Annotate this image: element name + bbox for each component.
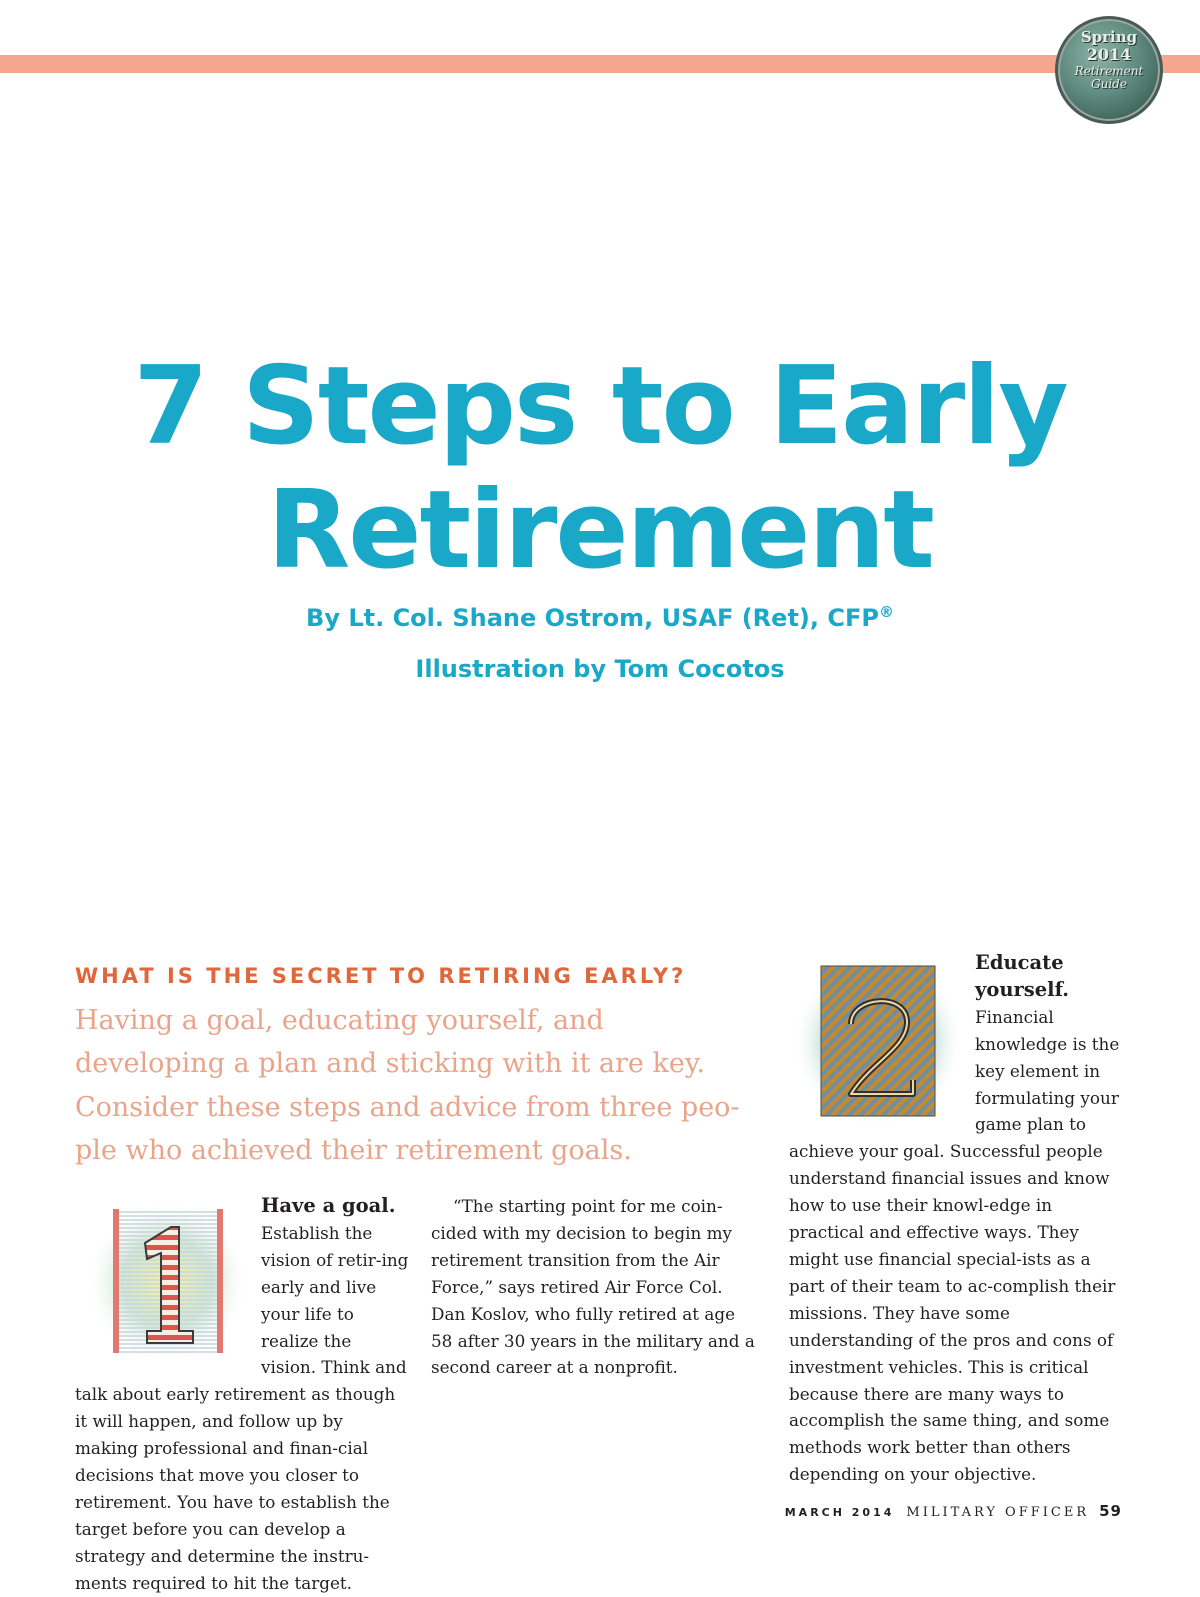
- magazine-name: MILITARY OFFICER: [906, 1505, 1090, 1520]
- column-2: [431, 1193, 761, 1381]
- page-number: 59: [1099, 1502, 1122, 1520]
- step-1-quote: “The starting point for me coin-cided with my decision to begin my retirement transition from the Air Force,” says retired Air Force Col. Dan Koslov, who fully retired at age 58 after 30 years in the military and a second career at a nonprofit.: [431, 1196, 755, 1378]
- step-2-body: Financial knowledge is the key element in formulating your game plan to achieve your goal. Successful people understand financial issues and know how to use their knowl-edge in practical and effective ways. They might use financial special-ists as a part of their team to ac-complish their missions. They have some understanding of the pros and cons of investment vehicles. This is critical because there are many ways to accomplish the same thing, and some methods work better than others depending on your objective.: [789, 1006, 1120, 1485]
- intro-paragraph: [75, 953, 755, 1173]
- step-1-heading: Have a goal.: [261, 1194, 396, 1217]
- author-byline: [0, 603, 1200, 632]
- spring-retirement-guide-seal: Spring 2014 Retirement Guide: [1055, 16, 1163, 124]
- article-title: 7 Steps to Early Retirement: [133, 344, 1067, 593]
- step-2-heading: Educate yourself.: [975, 951, 1070, 1001]
- registered-mark: ®: [878, 603, 894, 621]
- intro-text: Having a goal, educating yourself, and developing a plan and sticking with it are key. Consider these steps and advice from three peo-ple who achieved their retirement goals.: [75, 1004, 740, 1166]
- step-2-numeral-illustration: [789, 952, 967, 1130]
- column-3: [789, 950, 1123, 1488]
- illustration-credit: Illustration by Tom Cocotos: [415, 655, 785, 683]
- issue-date: MARCH 2014: [784, 1506, 895, 1519]
- page-footer: [785, 1502, 1122, 1520]
- step-1-body: Establish the vision of retir-ing early and live your life to realize the vision. Think and talk about early retirement as though it will happen, and follow up by making professional and finan-cial decisions that move you closer to retirement. You have to establish the target before you can develop a strategy and determine the instru-ments required to hit the target.: [75, 1222, 409, 1593]
- step-1-numeral-illustration: [75, 1195, 255, 1367]
- intro-lead: WHAT IS THE SECRET TO RETIRING EARLY?: [75, 964, 687, 988]
- column-1: [75, 1193, 410, 1597]
- top-accent-bar: [0, 55, 1200, 73]
- author-name: By Lt. Col. Shane Ostrom, USAF (Ret), CFP: [306, 604, 879, 632]
